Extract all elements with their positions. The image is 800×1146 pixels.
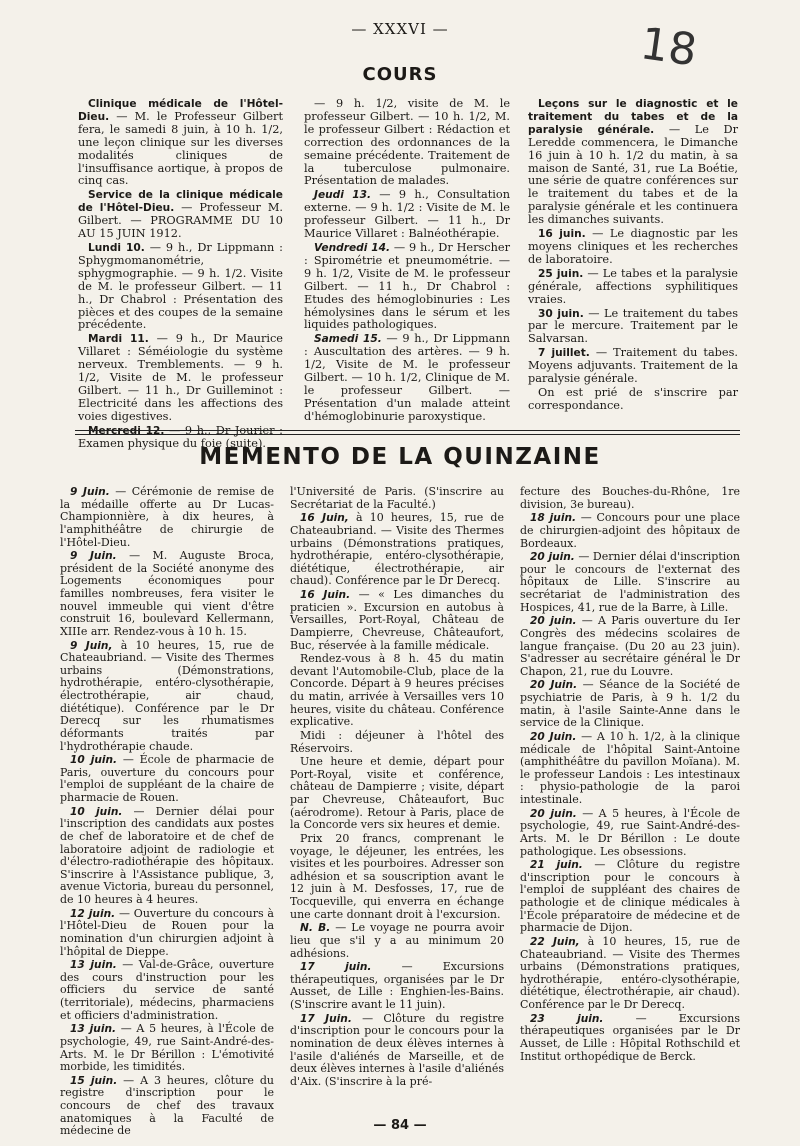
paragraph-lead: 10 juin. (70, 805, 123, 818)
paragraph-text: — Séance de la Société de psychiatrie de Paris, à 9 h. 1/2 du matin, à l'asile Sainte-Anne dans le service de la Clinique. (520, 678, 740, 730)
paragraph (78, 189, 283, 241)
paragraph-lead: 20 Juin. (530, 679, 578, 692)
paragraph (528, 98, 738, 227)
paragraph-lead: N. B. (300, 922, 331, 935)
cours-column-3 (528, 98, 738, 414)
paragraph (520, 486, 740, 511)
paragraph-lead: 15 juin. (70, 1074, 118, 1087)
paragraph-text: Une heure et demie, départ pour Port-Royal, visite et conférence, château de Dampierre ; visite, départ par Chevreuse, Châteaufort, Buc (aérodrome). Retour à Paris, place de la Concorde vers six heures et demie. (290, 755, 504, 832)
paragraph-lead: 17 Juin. (300, 1012, 352, 1025)
paragraph (60, 486, 274, 549)
paragraph-text: — École de pharmacie de Paris, ouverture du concours pour l'emploi de suppléant de la chaire de pharmacie de Rouen. (60, 753, 274, 804)
memento-section-title: MEMENTO DE LA QUINZAINE (199, 444, 601, 470)
paragraph (290, 1013, 504, 1089)
paragraph-lead: 25 juin. (538, 267, 584, 280)
paragraph-text: — Clôture du registre d'inscription pour le concours pour la nomination de deux élèves internes à l'asile d'aliénés de Marseille, et de deux élèves internes à l'asile d'aliénés d'Aix. (S'inscrire à la pré- (290, 1011, 504, 1088)
paragraph-text: — A 5 heures, à l'École de psychologie, 49, rue Saint-André-des-Arts. M. le Dr Bérillon : L'émotivité morbide, les timidités. (60, 1022, 274, 1074)
paragraph (520, 512, 740, 550)
paragraph-text: — A 10 h. 1/2, à la clinique médicale de l'hôpital Saint-Antoine (amphithéâtre du pavillon Moïana). M. le professeur Landois : Les intestinaux : physio-pathologie de la paroi intestinale. (520, 729, 740, 806)
paragraph (520, 679, 740, 730)
paragraph-lead: Mardi 11. (88, 333, 149, 346)
paragraph-text: l'Université de Paris. (S'inscrire au Secrétariat de la Faculté.) (290, 485, 504, 511)
paragraph (304, 242, 510, 332)
paragraph (528, 228, 738, 267)
paragraph-text: à 10 heures, 15, rue de Chateaubriand. — Visite des Thermes urbains (Démonstrations pratiques, hydrothérapie, entéro-clysothérapie, diététique, électrothérapie, air chaud). Conférence par le Dr Derecq. (290, 511, 504, 588)
paragraph-text: — 9 h., Consultation externe. — 9 h. 1/2 : Visite de M. le professeur Gilbert. — 11 h., Dr Maurice Villaret : Balnéothérapie. (304, 188, 510, 241)
paragraph-text: — Le voyage ne pourra avoir lieu que s'il y a au minimum 20 adhésions. (290, 921, 504, 960)
paragraph-text: — M. le Professeur Gilbert fera, le samedi 8 juin, à 10 h. 1/2, une leçon clinique sur les diverses modalités cliniques de l'insuffisance aortique, à propos de cinq cas. (78, 109, 283, 188)
paragraph-lead: 9 Juin. (70, 550, 117, 563)
paragraph-text: — Dernier délai pour l'inscription des candidats aux postes de chef de laboratoire et de chef de laboratoire adjoint de radiologie et d'électro-radiothérapie des hôpitaux. S'inscrire à l'Assistance publique, 3, avenue Victoria, bureau du personnel, de 10 heures à 4 heures. (60, 804, 274, 906)
paragraph (528, 387, 738, 413)
paragraph (290, 653, 504, 729)
paragraph-text: — Traitement du tabes. Moyens adjuvants. Traitement de la paralysie générale. (528, 346, 738, 386)
paragraph (290, 961, 504, 1012)
paragraph-lead: 20 juin. (530, 551, 575, 564)
paragraph (290, 922, 504, 960)
cours-section-title: COURS (362, 64, 438, 85)
paragraph-lead: 16 juin. (538, 228, 586, 241)
paragraph-lead: 9 Juin, (70, 639, 113, 652)
paragraph (528, 268, 738, 307)
paragraph-text: — Dernier délai d'inscription pour le concours de l'externat des hôpitaux de Lille. S'inscrire au secrétariat de l'administration des Hospices, 41, rue de la Barre, à Lille. (520, 550, 740, 614)
memento-column-1 (60, 486, 274, 1139)
paragraph-lead: 18 juin. (530, 512, 577, 525)
paragraph-lead: Lundi 10. (88, 241, 145, 254)
paragraph-lead: 16 Juin, (300, 512, 349, 525)
page-folio-top: — XXXVI — (351, 20, 449, 38)
page-folio-bottom: — 84 — (373, 1118, 427, 1133)
paragraph-lead: 23 juin. (530, 1012, 604, 1025)
paragraph-text: — A 5 heures, à l'École de psychologie, 49, rue Saint-André-des-Arts. M. le Dr Bérillon : Le doute pathologique. Les obsessions. (520, 806, 740, 858)
paragraph-text: — 9 h., Dr Maurice Villaret : Séméiologie du système nerveux. Tremblements. — 9 h. 1/2, Visite de M. le professeur Gilbert. — 11 h., Dr Guilleminot : Electricité dans les affections des voies digestives. (78, 332, 283, 423)
paragraph-lead: Jeudi 13. (314, 189, 372, 202)
paragraph (290, 730, 504, 755)
cours-column-1 (78, 98, 283, 451)
paragraph (520, 615, 740, 678)
paragraph-text: — Excursions thérapeutiques organisées par le Dr Ausset, de Lille : Hôpital Rothschild et Institut orthopédique de Berck. (520, 1011, 740, 1063)
paragraph (520, 551, 740, 614)
paragraph-text: On est prié de s'inscrire par correspondance. (528, 385, 738, 412)
paragraph-lead: 20 Juin. (530, 730, 577, 743)
paragraph-lead: 20 juin. (530, 807, 577, 820)
paragraph-text: — Clôture du registre d'inscription pour le concours à l'emploi de suppléant des chaires de pathologie et de clinique médicales à l'École préparatoire de médecine et de pharmacie de Dijon. (520, 858, 740, 935)
paragraph (60, 806, 274, 907)
paragraph-text: — 9 h., Dr Lippmann : Sphygmomanométrie, sphygmographie. — 9 h. 1/2. Visite de M. le professeur Gilbert. — 11 h., Dr Chabrol : Présentation des pièces et des coupes de la semaine précédente. (78, 240, 283, 332)
paragraph-lead: Samedi 15. (314, 333, 382, 346)
paragraph-lead: 17 juin. (300, 961, 372, 974)
paragraph-lead: 20 juin. (530, 615, 577, 628)
paragraph (304, 189, 510, 241)
paragraph-text: — M. Auguste Broca, président de la Société anonyme des Logements économiques pour familles nombreuses, fera visiter le nouvel immeuble qui vient d'être construit 16, boulevard Kellermann, XIIIe arr. Rendez-vous à 10 h. 15. (60, 549, 275, 638)
paragraph-lead: 12 juin. (70, 907, 116, 920)
paragraph-lead: 30 juin. (538, 307, 584, 320)
paragraph-text: — Excursions thérapeutiques, organisées par le Dr Ausset, de Lille : Enghien-les-Bains. (S'inscrire avant le 11 juin). (290, 960, 504, 1011)
paragraph (528, 308, 738, 347)
paragraph-lead: 13 juin. (70, 1023, 117, 1036)
paragraph-text: — Cérémonie de remise de la médaille offerte au Dr Lucas-Championnière, à dix heures, à l'amphithéâtre de chirurgie de l'Hôtel-Dieu. (60, 485, 274, 549)
cours-column-2 (304, 98, 510, 425)
paragraph-lead: Leçons sur le diagnostic et le traitement du tabes et de la paralysie générale. (528, 98, 738, 136)
paragraph-lead: Clinique médicale de l'Hôtel-Dieu. (78, 98, 283, 123)
memento-column-2 (290, 486, 504, 1089)
paragraph (520, 936, 740, 1012)
paragraph-lead: Service de la clinique médicale de l'Hôtel-Dieu. (78, 189, 283, 215)
paragraph-lead: Mercredi 12. (88, 424, 165, 437)
paragraph-lead: 16 Juin. (300, 589, 351, 601)
paragraph-text: — Le diagnostic par les moyens cliniques et les recherches de laboratoire. (528, 227, 738, 266)
paragraph (290, 486, 504, 511)
paragraph-text: — Val-de-Grâce, ouverture des cours d'instruction pour les officiers du service de santé (territoriale), médecins, pharmaciens et officiers d'administration. (60, 958, 274, 1022)
paragraph (78, 242, 283, 332)
paragraph (290, 512, 504, 588)
paragraph-text: — 9 h., Dr Jourier : Examen physique du foie (suite). (78, 423, 283, 450)
paragraph (60, 959, 274, 1022)
paragraph (520, 731, 740, 807)
paragraph (78, 333, 283, 423)
paragraph-text: à 10 heures, 15, rue de Chateaubriand. — Visite des Thermes urbains (Démonstrations, hydrothérapie, entéro-clysothérapie, électrothérapie, air chaud, diététique). Conférence par le Dr Derecq sur les rhumatismes déformants traités par l'hydrothérapie chaude. (60, 638, 274, 753)
paragraph-lead: 10 juin. (70, 754, 118, 767)
paragraph (60, 640, 274, 754)
paragraph-text: — Le tabes et la paralysie générale, affections syphilitiques vraies. (528, 266, 738, 306)
paragraph-text: — A 3 heures, clôture du registre d'inscription pour le concours de chef des travaux anatomiques à la Faculté de médecine de (60, 1073, 274, 1138)
paragraph-text: — 9 h., Dr Lippmann : Auscultation des artères. — 9 h. 1/2, Visite de M. le professeur Gilbert. — 10 h. 1/2, Clinique de M. le professeur Gilbert. — Présentation d'un malade atteint d'hémoglobinurie paroxystique. (304, 332, 511, 423)
paragraph-lead: 9 Juin. (70, 486, 110, 498)
paragraph-text: Rendez-vous à 8 h. 45 du matin devant l'Automobile-Club, place de la Concorde. Départ à 9 heures précises du matin, arrivée à Versailles vers 10 heures, visite du château. Conférence explicative. (290, 652, 504, 729)
paragraph (290, 833, 504, 921)
paragraph-text: — Concours pour une place de chirurgien-adjoint des hôpitaux de Bordeaux. (520, 511, 740, 550)
paragraph-text: — 9 h., Dr Herscher : Spirométrie et pneumométrie. — 9 h. 1/2, Visite de M. le professeur Gilbert. — 11 h., Dr Chabrol : Etudes des hémoglobinuries : Les hémolysines dans le sérum et les liquides pathologiques. (304, 240, 510, 332)
paragraph (290, 756, 504, 832)
paragraph-lead: 22 Juin, (530, 935, 580, 948)
paragraph (60, 754, 274, 805)
section-divider-rule-thin (75, 434, 740, 435)
paragraph (520, 859, 740, 935)
paragraph-lead: 7 juillet. (538, 347, 590, 360)
paragraph-text: — Le traitement du tabes par le mercure. Traitement par le Salvarsan. (528, 306, 738, 346)
paragraph (60, 550, 274, 638)
paragraph-lead: 21 juin. (530, 859, 583, 872)
paragraph-text: — A Paris ouverture du Ier Congrès des médecins scolaires de langue française. (Du 20 au 23 juin). S'adresser au secrétaire général le Dr Chapon, 21, rue du Louvre. (520, 614, 740, 678)
paragraph-text: — « Les dimanches du praticien ». Excursion en autobus à Versailles, Port-Royal, Château de Dampierre, Chevreuse, Châteaufort, Buc, réservée à la famille médicale. (290, 588, 504, 652)
paragraph-text: — 9 h. 1/2, visite de M. le professeur Gilbert. — 10 h. 1/2, M. le professeur Gilbert : Rédaction et correction des ordonnances de la semaine précédente. Traitement de la tuberculose pulmonaire. Présentation de malades. (304, 97, 510, 188)
paragraph-text: à 10 heures, 15, rue de Chateaubriand. — Visite des Thermes urbains (Démonstrations pratiques, hydrothérapie, entéro-clysothérapie, diététique, électrothérapie, air chaud). Conférence par le Dr Derecq. (520, 934, 740, 1011)
paragraph-lead: 13 juin. (70, 959, 117, 972)
paragraph-text: Prix 20 francs, comprenant le voyage, le déjeuner, les entrées, les visites et les pourboires. Adresser son adhésion et sa souscription avant le 12 juin à M. Desfosses, 17, rue de Tocqueville, qui enverra en échange une carte donnant droit à l'excursion. (290, 831, 504, 921)
paragraph (60, 908, 274, 959)
paragraph (304, 98, 510, 188)
paragraph (290, 589, 504, 652)
paragraph (304, 333, 510, 423)
paragraph (520, 1013, 740, 1064)
memento-column-3 (520, 486, 740, 1064)
paragraph (520, 808, 740, 859)
section-divider-rule (75, 430, 740, 431)
paragraph-text: — Le Dr Leredde commencera, le Dimanche 16 juin à 10 h. 1/2 du matin, à sa maison de Santé, 31, rue La Boétie, une série de quatre conférences sur le traitement du tabes et de la paralysie générale et les continuera les dimanches suivants. (528, 122, 738, 227)
paragraph (78, 98, 283, 188)
paragraph (60, 1023, 274, 1074)
handwritten-page-mark: 18 (637, 18, 700, 77)
paragraph (528, 347, 738, 386)
paragraph-lead: Vendredi 14. (314, 241, 391, 254)
paragraph-text: fecture des Bouches-du-Rhône, 1re division, 3e bureau). (520, 485, 740, 511)
paragraph-text: — Ouverture du concours à l'Hôtel-Dieu de Rouen pour la nomination d'un chirurgien adjoint à l'hôpital de Dieppe. (60, 906, 274, 958)
paragraph-text: — Professeur M. Gilbert. — PROGRAMME DU 10 AU 15 JUIN 1912. (78, 201, 283, 241)
paragraph-text: Midi : déjeuner à l'hôtel des Réservoirs. (290, 728, 504, 755)
